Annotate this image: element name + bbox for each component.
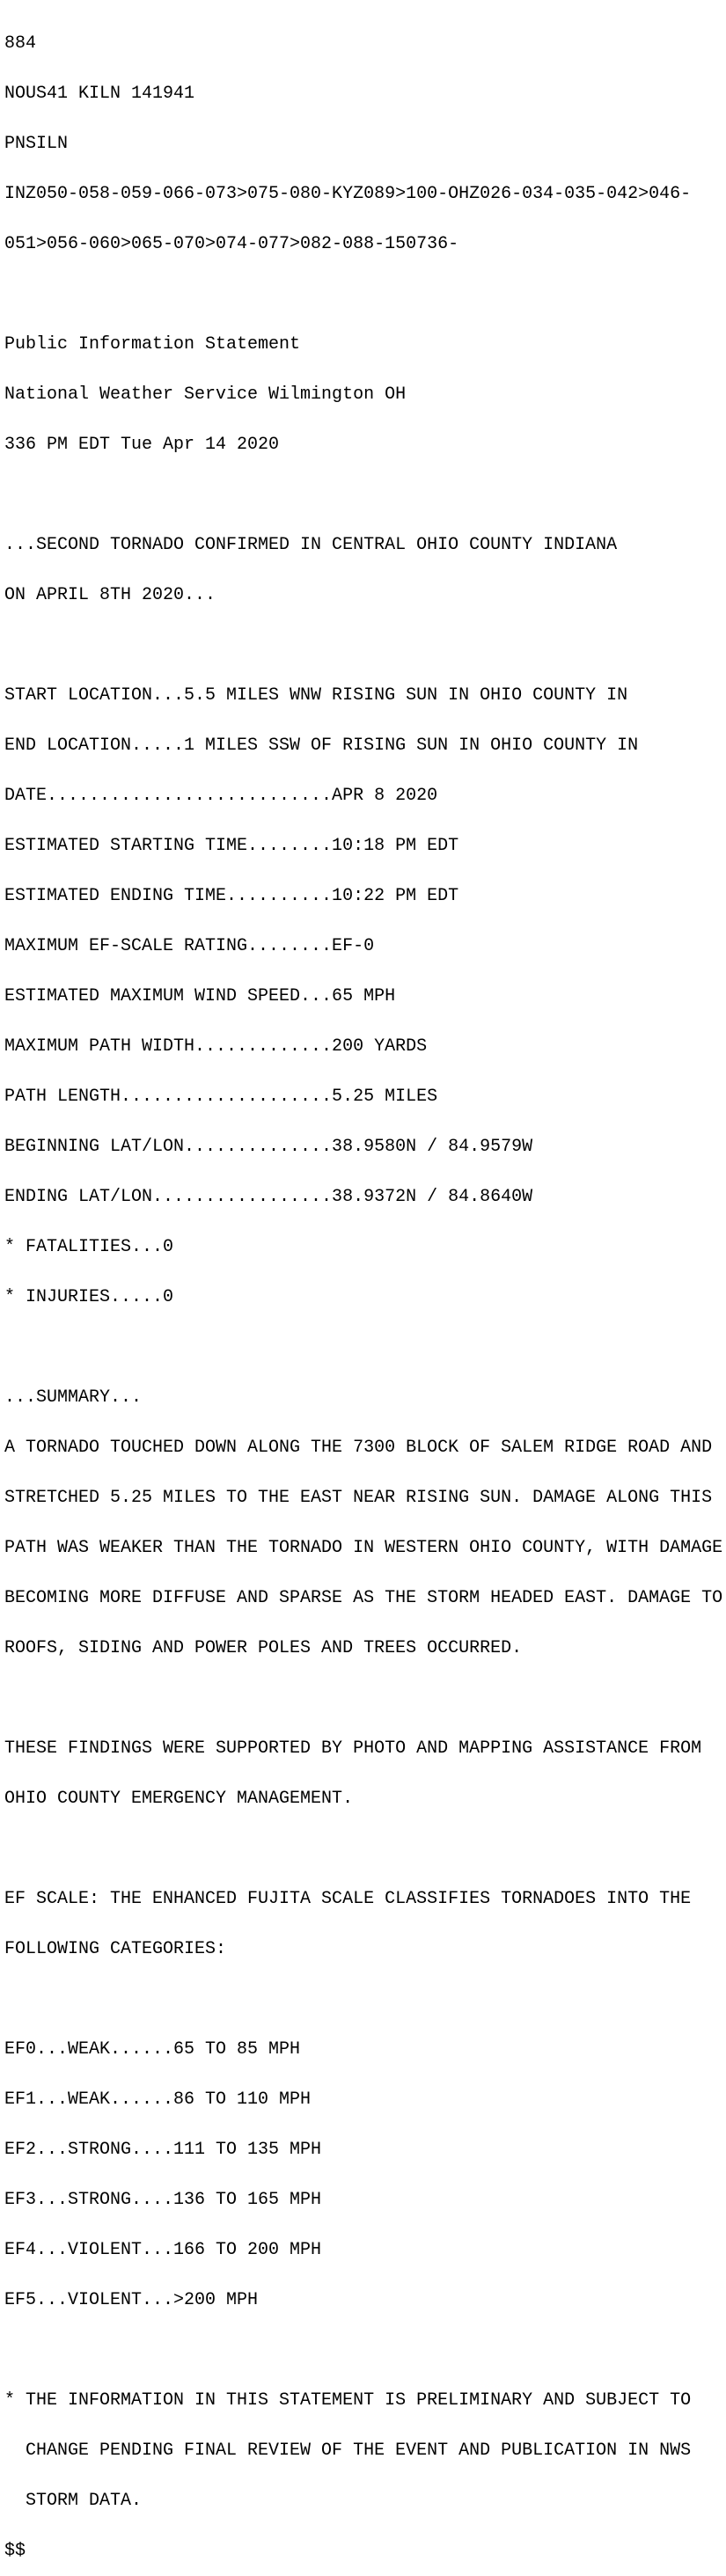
blank-line [4, 2342, 726, 2359]
summary-text: STRETCHED 5.25 MILES TO THE EAST NEAR RISING SUN. DAMAGE ALONG THIS [4, 1488, 713, 1508]
ef-scale-intro: FOLLOWING CATEGORIES: [4, 1939, 227, 1959]
ef-scale-row-ef1: EF1...WEAK......86 TO 110 MPH [4, 2089, 312, 2110]
summary-text: PATH WAS WEAKER THAN THE TORNADO IN WESTERN OHIO COUNTY, WITH DAMAGE [4, 1538, 723, 1558]
headline: ON APRIL 8TH 2020... [4, 585, 216, 605]
disclaimer-text: CHANGE PENDING FINAL REVIEW OF THE EVENT AND PUBLICATION IN NWS [4, 2441, 692, 2461]
blank-line [4, 286, 726, 303]
disclaimer-text: STORM DATA. [4, 2491, 143, 2511]
detail-date: DATE...........................APR 8 2020 [4, 786, 438, 806]
detail-ending-time: ESTIMATED ENDING TIME..........10:22 PM EDT [4, 886, 459, 906]
detail-end-location: END LOCATION.....1 MILES SSW OF RISING SUN IN OHIO COUNTY IN [4, 735, 639, 756]
summary-heading: ...SUMMARY... [4, 1387, 143, 1408]
awips-id-line: PNSILN [4, 134, 69, 154]
ef-scale-row-ef3: EF3...STRONG....136 TO 165 MPH [4, 2190, 322, 2210]
detail-fatalities: * FATALITIES...0 [4, 1237, 174, 1257]
statement-title: Public Information Statement [4, 334, 301, 355]
acknowledgement-text: THESE FINDINGS WERE SUPPORTED BY PHOTO AND MAPPING ASSISTANCE FROM [4, 1738, 702, 1759]
wmo-header-line: NOUS41 KILN 141941 [4, 84, 195, 104]
blank-line [4, 1991, 726, 2008]
detail-wind-speed: ESTIMATED MAXIMUM WIND SPEED...65 MPH [4, 986, 396, 1006]
issue-time: 336 PM EDT Tue Apr 14 2020 [4, 435, 280, 455]
product-id-line: 884 [4, 33, 37, 54]
ef-scale-row-ef2: EF2...STRONG....111 TO 135 MPH [4, 2140, 322, 2160]
detail-ending-latlon: ENDING LAT/LON.................38.9372N / 84.8640W [4, 1187, 533, 1207]
detail-injuries: * INJURIES.....0 [4, 1287, 174, 1307]
end-of-product-marker: $$ [4, 2541, 26, 2561]
blank-line [4, 1690, 726, 1707]
ef-scale-row-ef5: EF5...VIOLENT...>200 MPH [4, 2290, 259, 2310]
detail-starting-time: ESTIMATED STARTING TIME........10:18 PM EDT [4, 836, 459, 856]
detail-path-width: MAXIMUM PATH WIDTH.............200 YARDS [4, 1036, 428, 1057]
zone-codes-line: 051>056-060>065-070>074-077>082-088-150736- [4, 234, 459, 254]
zone-codes-line: INZ050-058-059-066-073>075-080-KYZ089>100-OHZ026-034-035-042>046- [4, 184, 692, 204]
summary-text: ROOFS, SIDING AND POWER POLES AND TREES OCCURRED. [4, 1638, 523, 1658]
detail-start-location: START LOCATION...5.5 MILES WNW RISING SUN IN OHIO COUNTY IN [4, 685, 628, 706]
blank-line [4, 487, 726, 503]
summary-text: BECOMING MORE DIFFUSE AND SPARSE AS THE STORM HEADED EAST. DAMAGE TO [4, 1588, 723, 1608]
blank-line [4, 637, 726, 654]
issuing-office: National Weather Service Wilmington OH [4, 384, 407, 405]
acknowledgement-text: OHIO COUNTY EMERGENCY MANAGEMENT. [4, 1789, 354, 1809]
blank-line [4, 1841, 726, 1857]
ef-scale-intro: EF SCALE: THE ENHANCED FUJITA SCALE CLASSIFIES TORNADOES INTO THE [4, 1889, 692, 1909]
ef-scale-row-ef4: EF4...VIOLENT...166 TO 200 MPH [4, 2240, 322, 2260]
blank-line [4, 1339, 726, 1356]
summary-text: A TORNADO TOUCHED DOWN ALONG THE 7300 BLOCK OF SALEM RIDGE ROAD AND [4, 1438, 713, 1458]
detail-ef-rating: MAXIMUM EF-SCALE RATING........EF-0 [4, 936, 375, 956]
headline: ...SECOND TORNADO CONFIRMED IN CENTRAL OHIO COUNTY INDIANA [4, 535, 618, 555]
ef-scale-row-ef0: EF0...WEAK......65 TO 85 MPH [4, 2039, 301, 2060]
detail-beginning-latlon: BEGINNING LAT/LON..............38.9580N / 84.9579W [4, 1137, 533, 1157]
detail-path-length: PATH LENGTH....................5.25 MILES [4, 1087, 438, 1107]
disclaimer-text: * THE INFORMATION IN THIS STATEMENT IS PRELIMINARY AND SUBJECT TO [4, 2390, 692, 2411]
